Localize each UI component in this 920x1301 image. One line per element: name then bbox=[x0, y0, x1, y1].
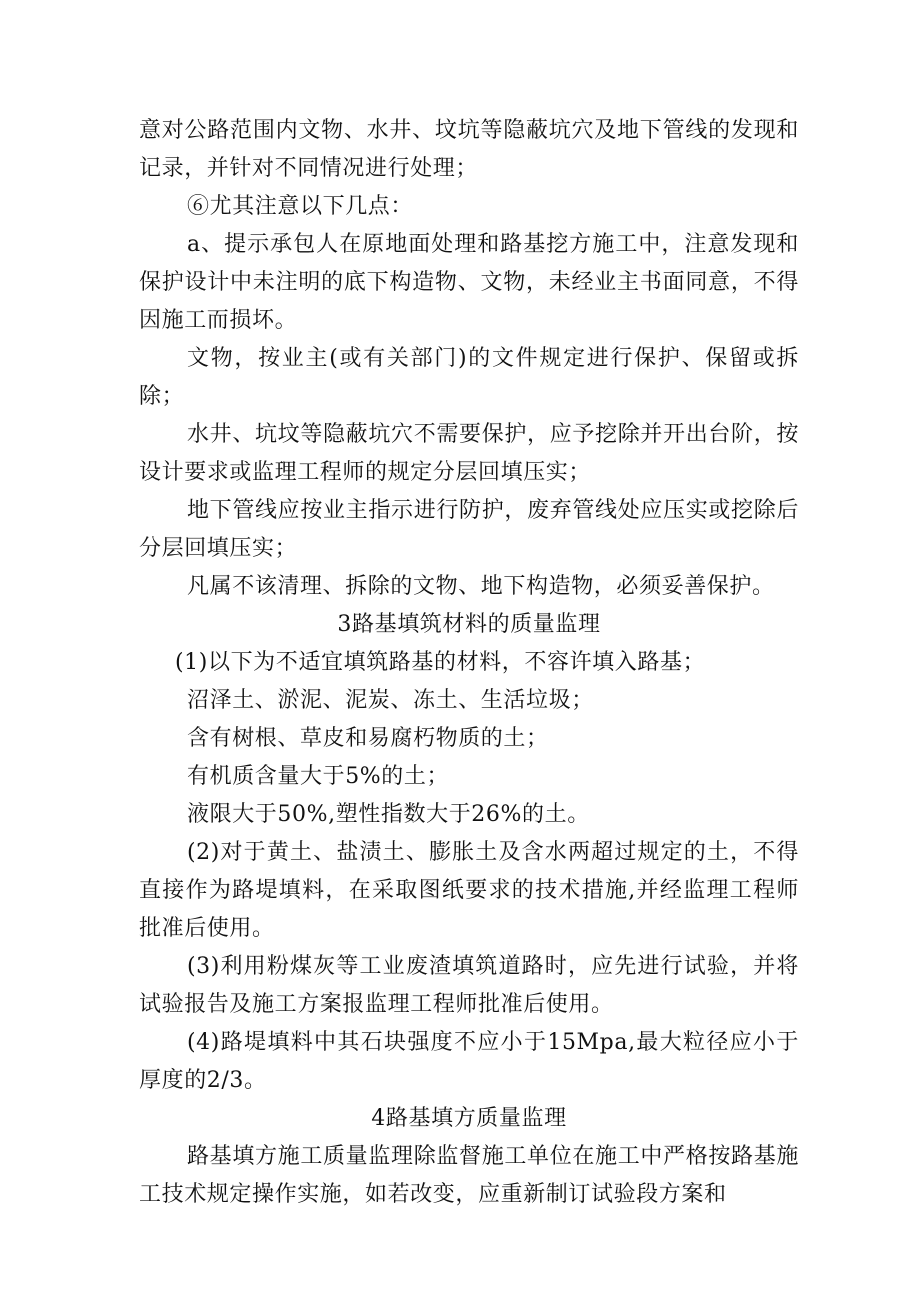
paragraph-item-a: a、提示承包人在原地面处理和路基挖方施工中，注意发现和保护设计中未注明的底下构造物、文物，未经业主书面同意，不得因施工而损坏。 bbox=[139, 232, 799, 333]
paragraph-protection: 凡属不该清理、拆除的文物、地下构造物，必须妥善保护。 bbox=[187, 574, 775, 599]
section-heading-4: 4路基填方质量监理 bbox=[371, 1106, 567, 1131]
paragraph-item-4: (4)路堤填料中其石块强度不应小于15Mpa,最大粒径应小于厚度的2/3。 bbox=[139, 1030, 799, 1093]
list-item-roots-soil: 含有树根、草皮和易腐朽物质的土； bbox=[187, 726, 549, 751]
paragraph-relics: 文物，按业主(或有关部门)的文件规定进行保护、保留或拆除； bbox=[139, 346, 799, 409]
document-body bbox=[139, 112, 799, 1214]
list-item-organic-soil: 有机质含量大于5%的土； bbox=[187, 764, 450, 789]
list-item-swamp-soil: 沼泽土、淤泥、泥炭、冻土、生活垃圾； bbox=[187, 688, 594, 713]
paragraph-item-2: (2)对于黄土、盐渍土、膨胀土及含水两超过规定的土，不得直接作为路堤填料，在采取图纸要求的技术措施,并经监理工程师批准后使用。 bbox=[139, 840, 799, 941]
paragraph-unsuitable-materials: (1)以下为不适宜填筑路基的材料，不容许填入路基； bbox=[175, 650, 706, 675]
paragraph-fill-quality: 路基填方施工质量监理除监督施工单位在施工中严格按路基施工技术规定操作实施，如若改变，应重新制订试验段方案和 bbox=[139, 1144, 799, 1207]
paragraph-item-3: (3)利用粉煤灰等工业废渣填筑道路时，应先进行试验，并将试验报告及施工方案报监理工程师批准后使用。 bbox=[139, 954, 799, 1017]
paragraph-wells: 水井、坑坟等隐蔽坑穴不需要保护，应予挖除并开出台阶，按设计要求或监理工程师的规定分层回填压实； bbox=[139, 422, 799, 485]
paragraph-continuation: 意对公路范围内文物、水井、坟坑等隐蔽坑穴及地下管线的发现和记录，并针对不同情况进行处理； bbox=[139, 118, 799, 181]
paragraph-pipelines: 地下管线应按业主指示进行防护，废弃管线处应压实或挖除后分层回填压实； bbox=[139, 498, 799, 561]
list-item-liquid-limit-soil: 液限大于50%,塑性指数大于26%的土。 bbox=[187, 802, 590, 827]
section-heading-3: 3路基填筑材料的质量监理 bbox=[337, 612, 601, 637]
paragraph-note-heading: ⑥尤其注意以下几点： bbox=[187, 194, 414, 219]
